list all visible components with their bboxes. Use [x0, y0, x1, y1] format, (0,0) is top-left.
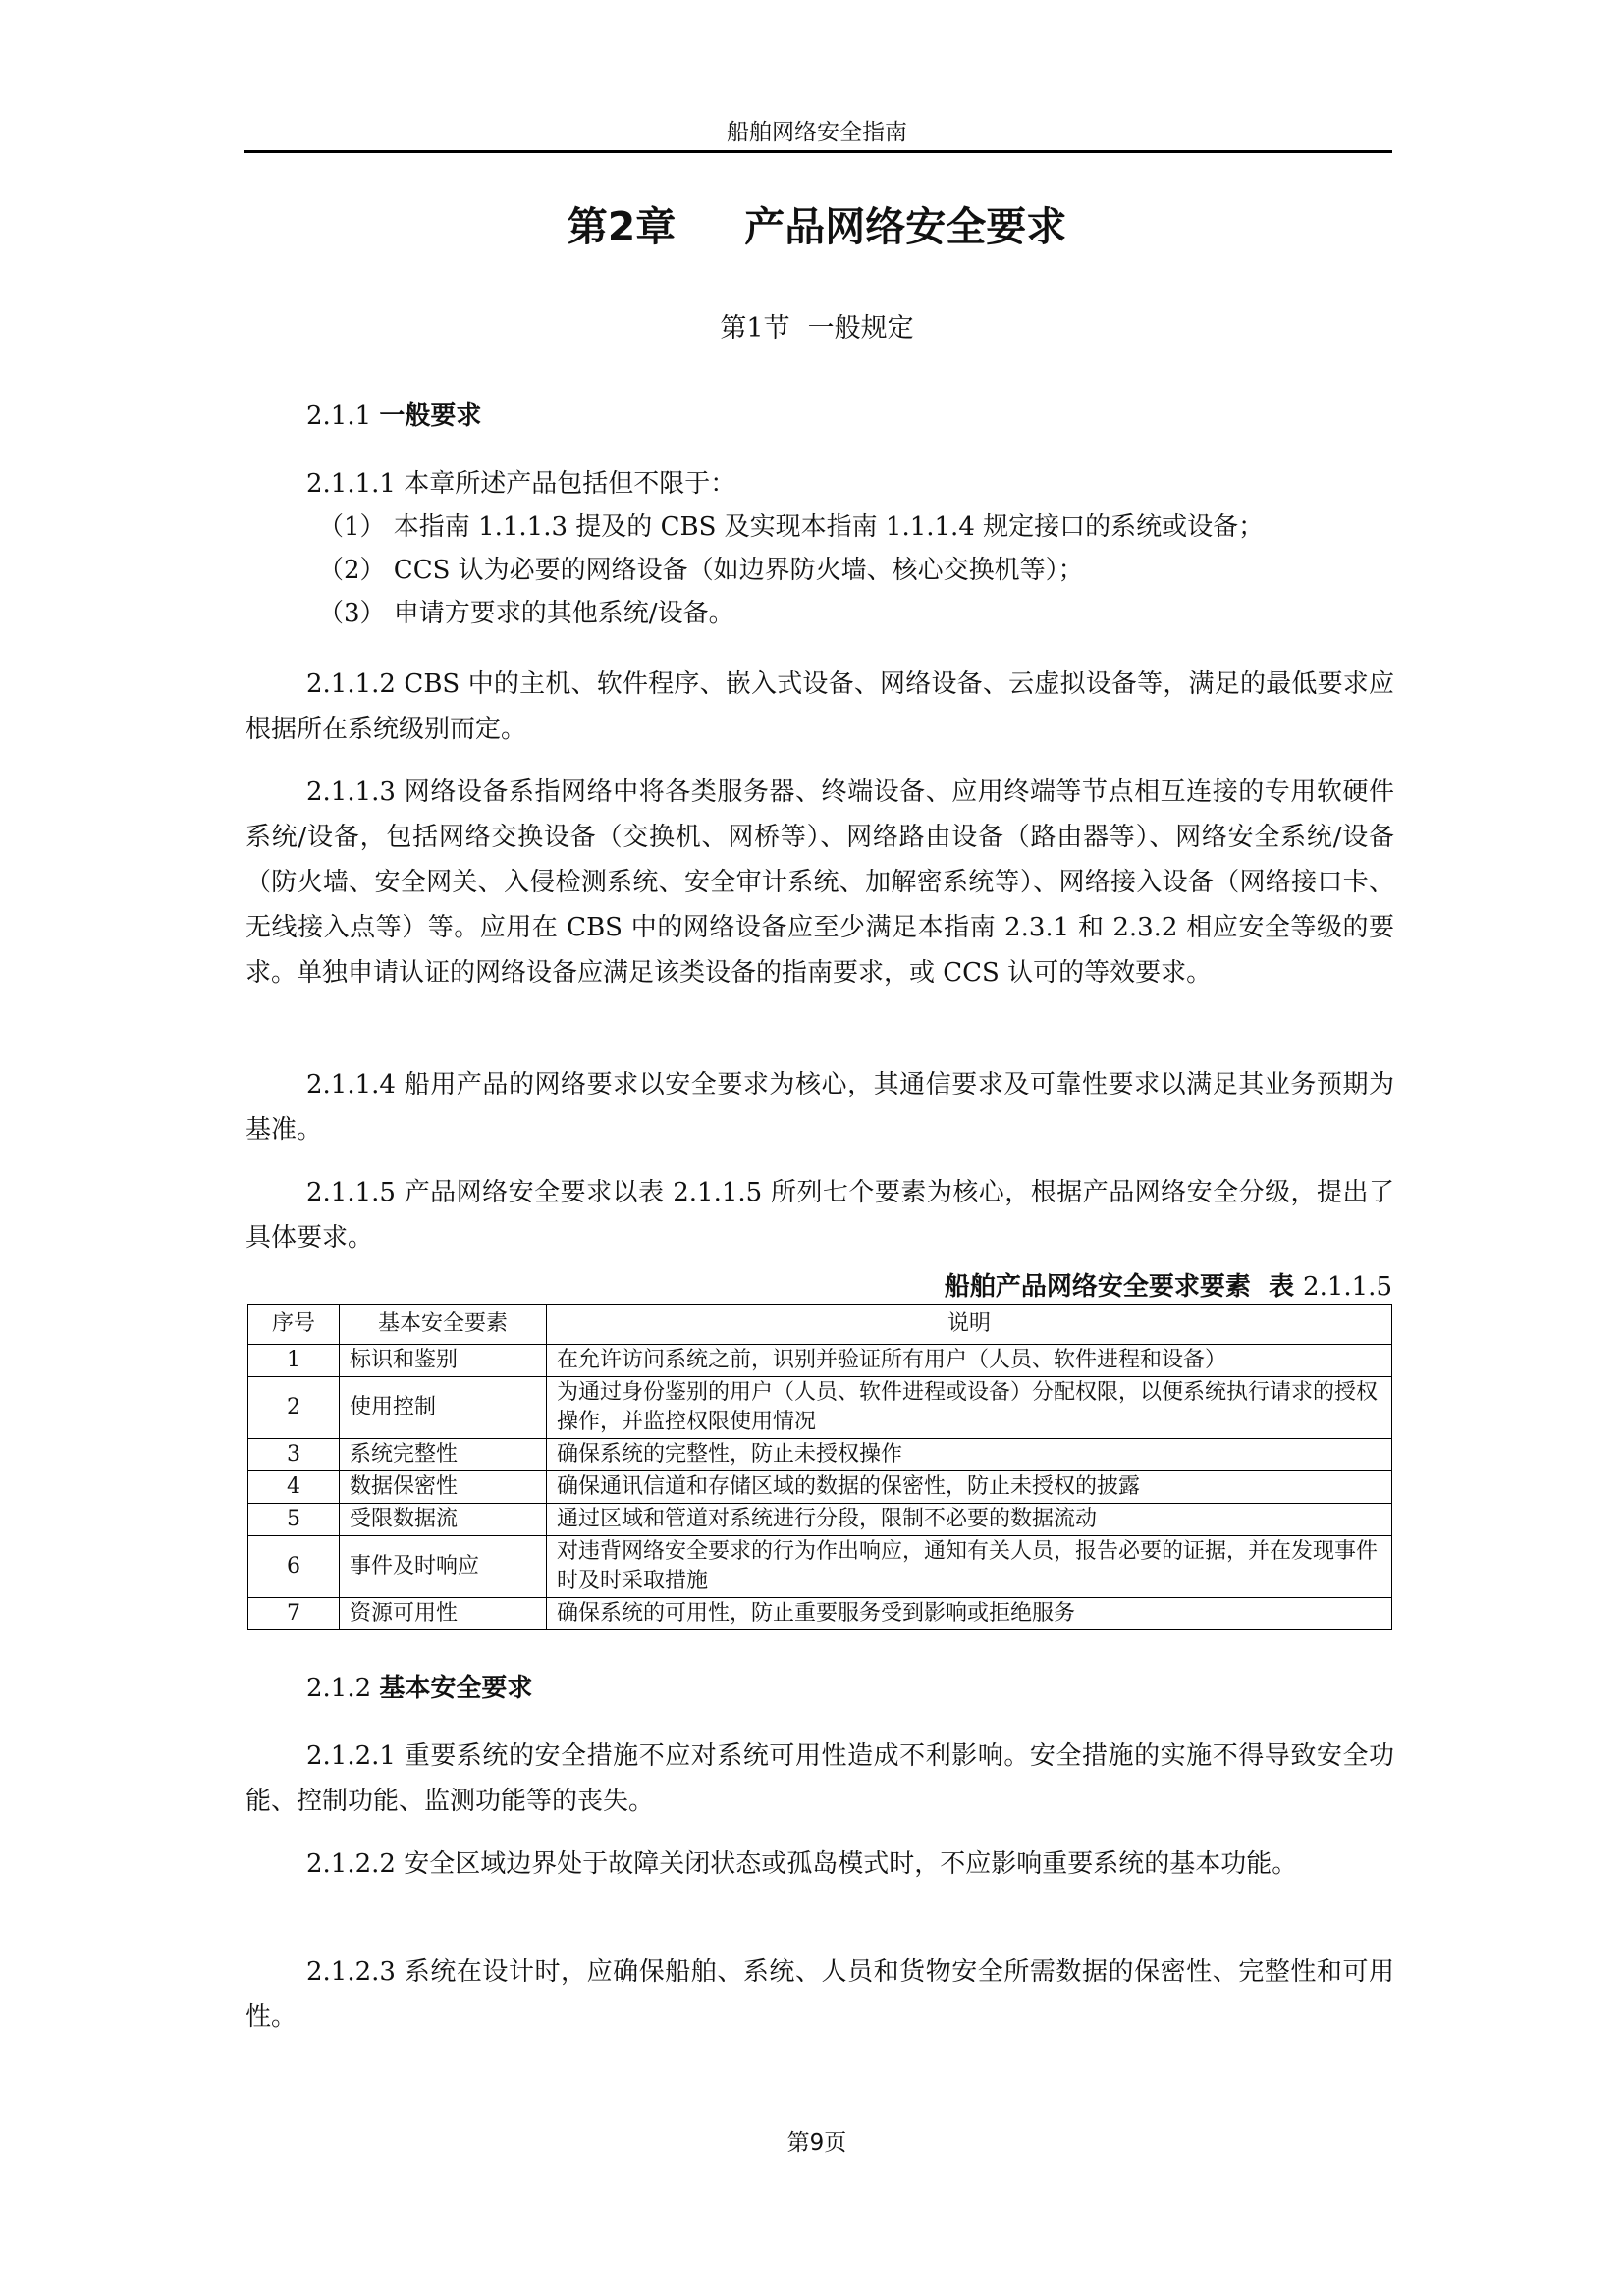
security-elements-table — [247, 1304, 1392, 1630]
table-row — [248, 1377, 1392, 1439]
table-row — [248, 1504, 1392, 1536]
cell-element: 受限数据流 — [340, 1504, 547, 1536]
cell-no: 3 — [248, 1439, 340, 1471]
paragraph-2-1-1-1: 2.1.1.1 本章所述产品包括但不限于： — [306, 469, 736, 499]
table-caption-number: 2.1.1.5 — [1303, 1272, 1392, 1302]
cell-no: 2 — [248, 1377, 340, 1439]
cell-element: 系统完整性 — [340, 1439, 547, 1471]
paragraph-2-1-2-2: 2.1.2.2 安全区域边界处于故障关闭状态或孤岛模式时，不应影响重要系统的基本功能。 — [306, 1849, 1298, 1879]
table-row — [248, 1471, 1392, 1504]
running-header: 船舶网络安全指南 — [727, 120, 907, 145]
page-number: 第9页 — [786, 2130, 847, 2156]
cell-description: 确保系统的可用性，防止重要服务受到影响或拒绝服务 — [547, 1598, 1392, 1630]
chapter-name: 产品网络安全要求 — [744, 203, 1067, 250]
heading-2-1-1 — [306, 397, 481, 436]
cell-element: 使用控制 — [340, 1377, 547, 1439]
section-number: 第1节 — [720, 313, 790, 344]
list-item: （1） 本指南 1.1.1.3 提及的 CBS 及实现本指南 1.1.1.4 规定接口的系统或设备； — [318, 512, 1265, 542]
cell-no: 6 — [248, 1536, 340, 1598]
column-header-no: 序号 — [248, 1305, 340, 1345]
section-title — [244, 306, 1390, 345]
paragraph-2-1-1-3: 2.1.1.3 网络设备系指网络中将各类服务器、终端设备、应用终端等节点相互连接的专用软硬件系统/设备，包括网络交换设备（交换机、网桥等）、网络路由设备（路由器等）、网络安全系统/设备（防火墙、安全网关、入侵检测系统、安全审计系统、加解密系统等）、网络接入设备（网络接口卡、无线接入点等）等。应用在 CBS 中的网络设备应至少满足本指南 2.3.1 和 2.3.2 相应安全等级的要求。单独申请认证的网络设备应满足该类设备的指南要求，或 CCS 认可的等效要求。 — [245, 777, 1394, 988]
cell-description: 通过区域和管道对系统进行分段，限制不必要的数据流动 — [547, 1504, 1392, 1536]
table-caption-label: 表 — [1268, 1272, 1294, 1302]
column-header-description: 说明 — [547, 1305, 1392, 1345]
heading-number: 2.1.2 — [306, 1674, 372, 1703]
list-item: （3） 申请方要求的其他系统/设备。 — [318, 599, 734, 628]
heading-2-1-2 — [306, 1669, 532, 1708]
paragraph-2-1-1-2: 2.1.1.2 CBS 中的主机、软件程序、嵌入式设备、网络设备、云虚拟设备等，满足的最低要求应根据所在系统级别而定。 — [245, 669, 1394, 744]
chapter-number: 第2章 — [567, 203, 677, 250]
heading-title: 基本安全要求 — [379, 1674, 533, 1703]
table-header-row — [248, 1305, 1392, 1345]
list-item: （2） CCS 认为必要的网络设备（如边界防火墙、核心交换机等）； — [318, 556, 1084, 585]
cell-no: 5 — [248, 1504, 340, 1536]
paragraph-2-1-1-4: 2.1.1.4 船用产品的网络要求以安全要求为核心，其通信要求及可靠性要求以满足其业务预期为基准。 — [245, 1070, 1394, 1145]
paragraph-2-1-2-3: 2.1.2.3 系统在设计时，应确保船舶、系统、人员和货物安全所需数据的保密性、完整性和可用性。 — [245, 1957, 1394, 2032]
table-caption — [945, 1266, 1392, 1303]
heading-title: 一般要求 — [379, 401, 482, 431]
section-name: 一般规定 — [807, 313, 914, 344]
cell-description: 确保系统的完整性，防止未授权操作 — [547, 1439, 1392, 1471]
cell-no: 4 — [248, 1471, 340, 1504]
table-caption-title: 船舶产品网络安全要求要素 — [944, 1272, 1251, 1302]
paragraph-2-1-2-1: 2.1.2.1 重要系统的安全措施不应对系统可用性造成不利影响。安全措施的实施不得导致安全功能、控制功能、监测功能等的丧失。 — [245, 1741, 1394, 1816]
cell-element: 事件及时响应 — [340, 1536, 547, 1598]
cell-description: 对违背网络安全要求的行为作出响应，通知有关人员，报告必要的证据，并在发现事件时及时采取措施 — [547, 1536, 1392, 1598]
heading-number: 2.1.1 — [306, 401, 372, 431]
cell-element: 标识和鉴别 — [340, 1345, 547, 1377]
paragraph-2-1-1-5: 2.1.1.5 产品网络安全要求以表 2.1.1.5 所列七个要素为核心，根据产品网络安全分级，提出了具体要求。 — [245, 1178, 1394, 1253]
header-rule — [244, 150, 1392, 153]
cell-no: 1 — [248, 1345, 340, 1377]
table-row — [248, 1598, 1392, 1630]
cell-description: 确保通讯信道和存储区域的数据的保密性，防止未授权的披露 — [547, 1471, 1392, 1504]
cell-description: 在允许访问系统之前，识别并验证所有用户（人员、软件进程和设备） — [547, 1345, 1392, 1377]
table-row — [248, 1536, 1392, 1598]
table-row — [248, 1439, 1392, 1471]
cell-description: 为通过身份鉴别的用户（人员、软件进程或设备）分配权限，以便系统执行请求的授权操作，并监控权限使用情况 — [547, 1377, 1392, 1439]
cell-no: 7 — [248, 1598, 340, 1630]
cell-element: 数据保密性 — [340, 1471, 547, 1504]
cell-element: 资源可用性 — [340, 1598, 547, 1630]
chapter-title — [244, 194, 1390, 252]
column-header-element: 基本安全要素 — [340, 1305, 547, 1345]
table-row — [248, 1345, 1392, 1377]
